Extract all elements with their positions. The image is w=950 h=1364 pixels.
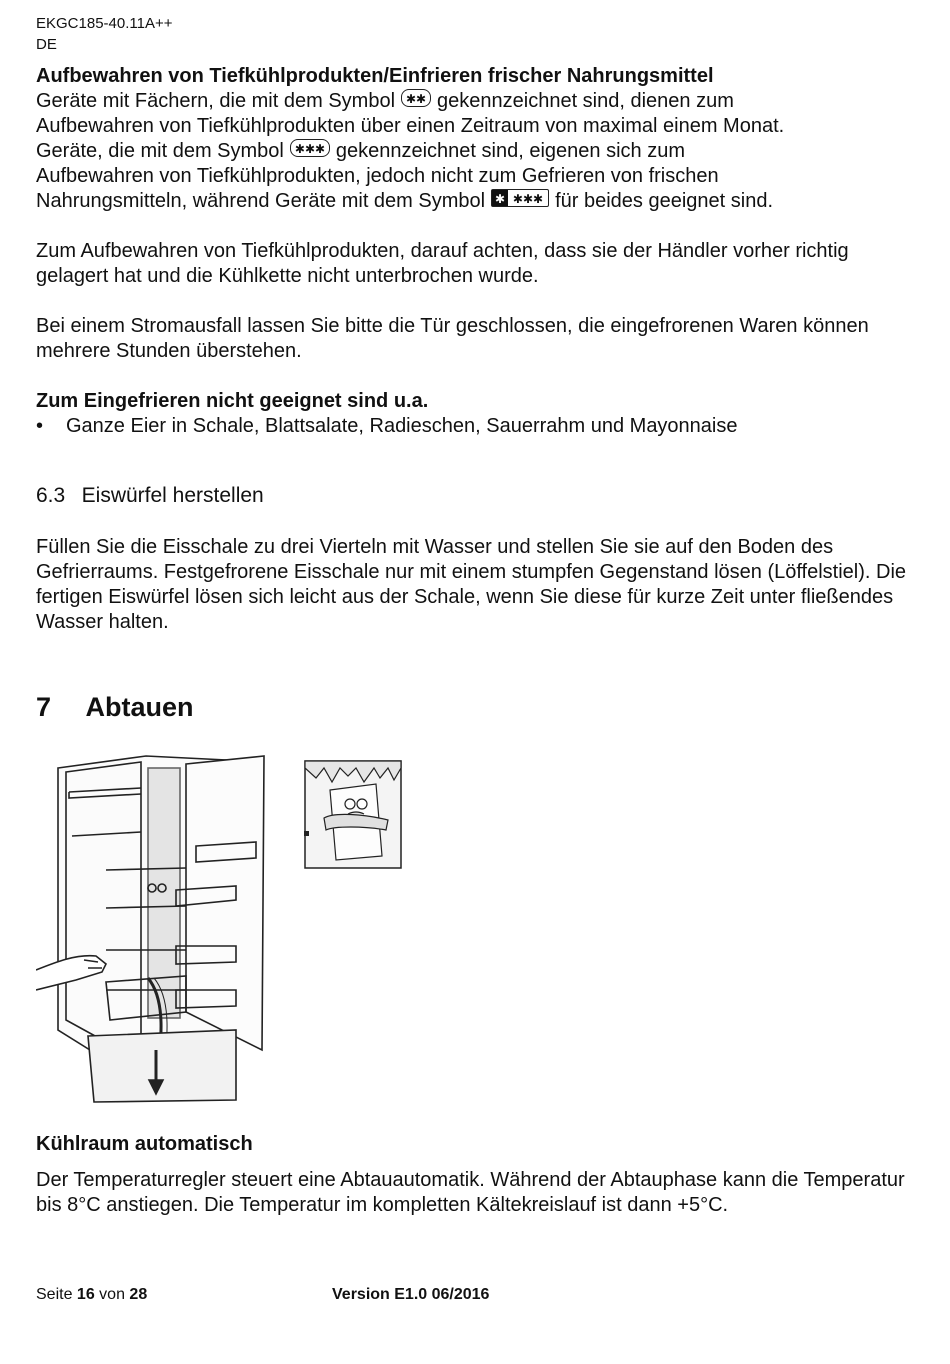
storage-section xyxy=(36,64,916,214)
auto-defrost-heading: Kühlraum automatisch xyxy=(36,1133,253,1155)
ice-paragraph: Füllen Sie die Eisschale zu drei Vierteln mit Wasser und stellen Sie sie auf den Boden des Gefrierraums. Festgefrorene Eisschale nur mit einem stumpfen Gegenstand lösen (Löffelstiel). Die fertigen Eiswürfel lösen sich leicht aus der Schale, wenn Sie diese für kurze Zeit unter fließendes Wasser halten. xyxy=(36,536,907,633)
four-star-freezer-icon xyxy=(491,189,549,207)
fridge-defrost-illustration xyxy=(36,750,266,1115)
of-label: von xyxy=(99,1286,125,1303)
svg-text:✱✱: ✱✱ xyxy=(405,91,427,106)
bullet-icon: • xyxy=(36,415,44,437)
page-number: 16 xyxy=(76,1286,95,1303)
text-segment: Geräte, die mit dem Symbol xyxy=(36,140,284,162)
list-item xyxy=(36,414,916,439)
two-star-freezer-icon xyxy=(401,89,431,107)
text-segment: Aufbewahren von Tiefkühlprodukten, jedoch nicht zum Gefrieren von frischen xyxy=(36,165,719,187)
text-segment: gekennzeichnet sind, eigenen sich zum xyxy=(335,140,685,162)
storage-paragraph-2: Zum Aufbewahren von Tiefkühlprodukten, darauf achten, dass sie der Händler vorher richtig gelagert hat und die Kühlkette nicht unterbrochen wurde. xyxy=(36,240,849,287)
frozen-food-illustration xyxy=(304,760,402,875)
storage-paragraph-1 xyxy=(36,89,916,214)
version-label: Version E1.0 06/2016 xyxy=(332,1286,490,1303)
section-title: Eiswürfel herstellen xyxy=(81,484,264,507)
text-segment: Aufbewahren von Tiefkühlprodukten über einen Zeitraum von maximal einem Monat. xyxy=(36,115,785,137)
text-segment: gekennzeichnet sind, dienen zum xyxy=(437,90,734,112)
section-number: 7 xyxy=(36,692,52,722)
text-segment: Geräte mit Fächern, die mit dem Symbol xyxy=(36,90,396,112)
text-segment: für beides geeignet sind. xyxy=(555,190,774,212)
page-footer xyxy=(36,1286,147,1304)
auto-defrost-paragraph: Der Temperaturregler steuert eine Abtauautomatik. Während der Abtauphase kann die Temperatur bis 8°C anstiegen. Die Temperatur im kompletten Kältekreislauf ist dann +5°C. xyxy=(36,1169,905,1216)
page-label: Seite xyxy=(36,1286,73,1303)
model-number: EKGC185-40.11A++ xyxy=(36,15,173,32)
svg-text:✱: ✱ xyxy=(495,191,506,206)
page-total: 28 xyxy=(129,1286,148,1303)
ice-section-heading xyxy=(36,483,916,508)
section-title: Abtauen xyxy=(85,692,194,722)
storage-paragraph-3: Bei einem Stromausfall lassen Sie bitte die Tür geschlossen, die eingefrorenen Waren können mehrere Stunden überstehen. xyxy=(36,315,869,362)
three-star-freezer-icon xyxy=(290,139,330,157)
svg-text:✱✱✱: ✱✱✱ xyxy=(294,141,325,156)
defrost-section-heading xyxy=(36,692,916,723)
list-item-text: Ganze Eier in Schale, Blattsalate, Radieschen, Sauerrahm und Mayonnaise xyxy=(66,415,738,437)
unsuitable-heading: Zum Eingefrieren nicht geeignet sind u.a. xyxy=(36,390,429,412)
language-code: DE xyxy=(36,36,57,53)
text-segment: Nahrungsmitteln, während Geräte mit dem Symbol xyxy=(36,190,486,212)
section-number: 6.3 xyxy=(36,484,66,507)
storage-heading: Aufbewahren von Tiefkühlprodukten/Einfrieren frischer Nahrungsmittel xyxy=(36,65,714,87)
svg-text:✱✱✱: ✱✱✱ xyxy=(513,191,544,206)
